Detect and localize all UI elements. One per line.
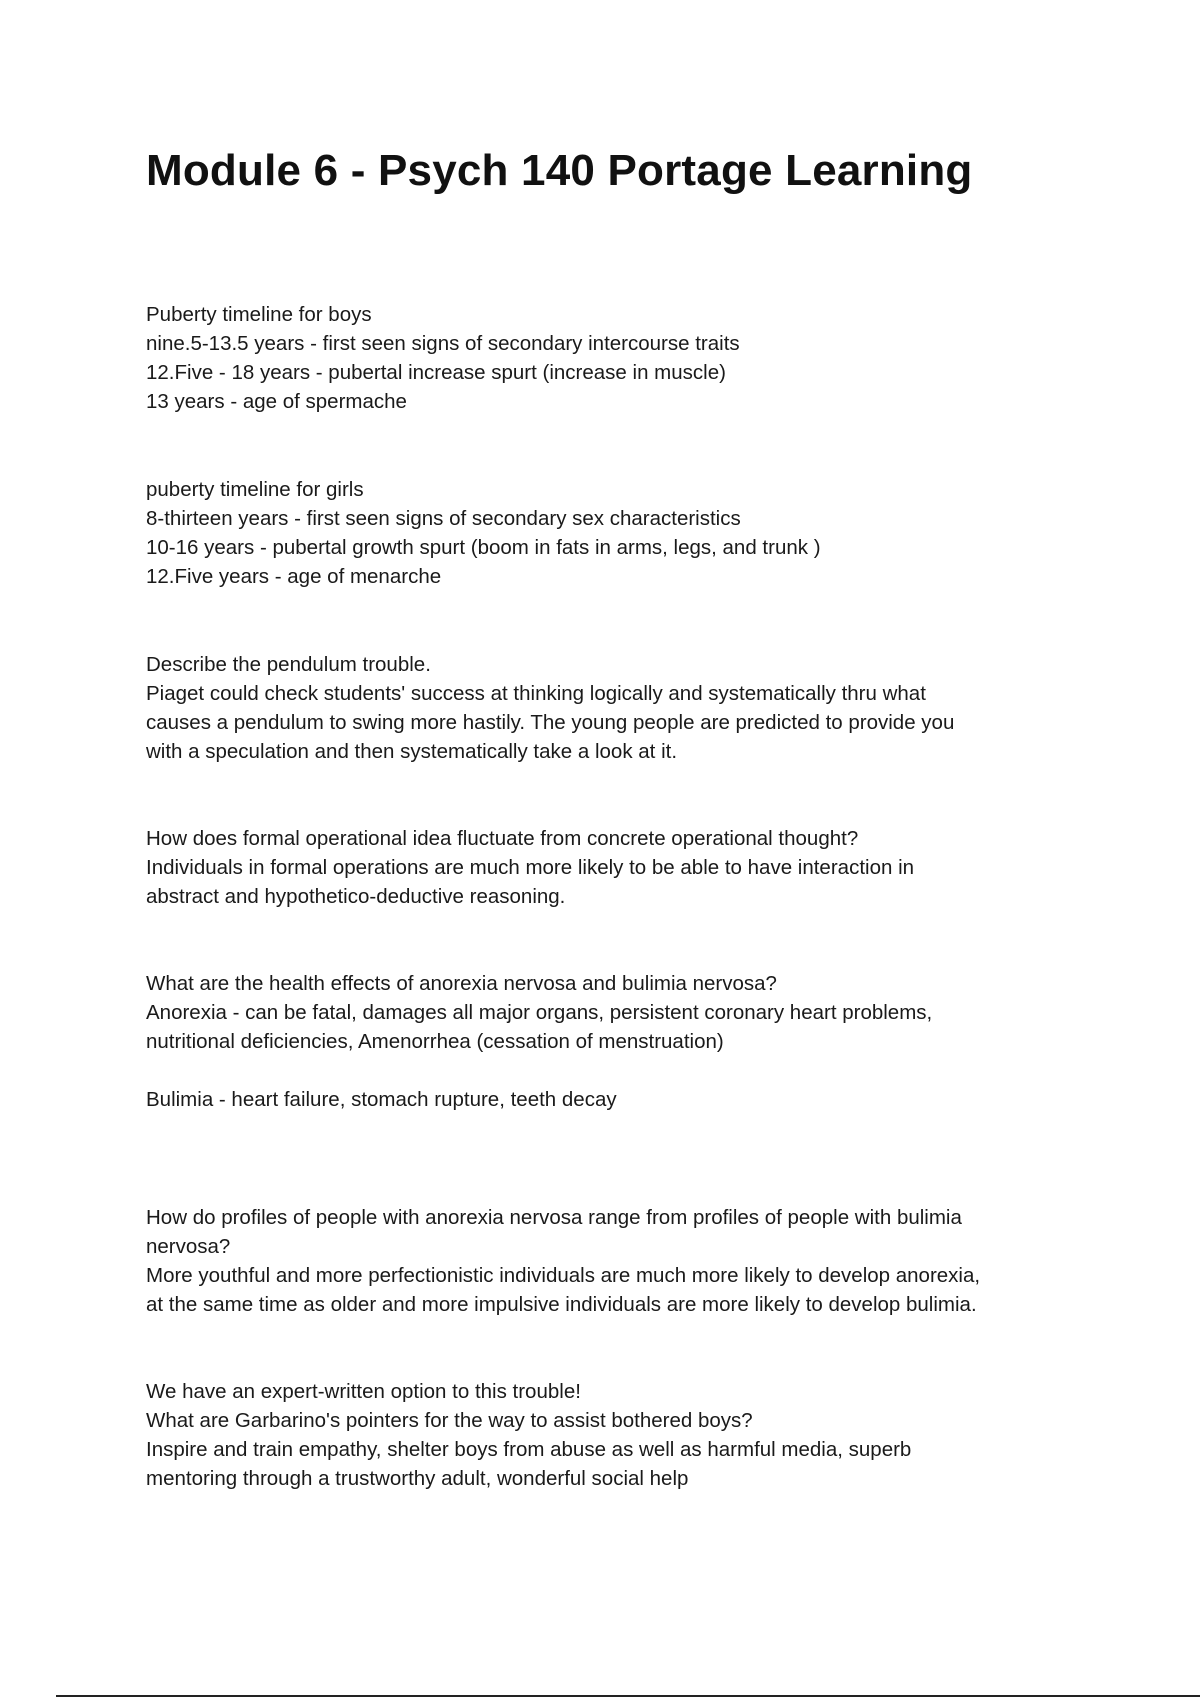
section-garbarino: [146, 1377, 1076, 1493]
answer-line: Inspire and train empathy, shelter boys from abuse as well as harmful media, superb: [146, 1438, 912, 1461]
timeline-line: 13 years - age of spermache: [146, 390, 407, 413]
section-profiles: [146, 1203, 1076, 1319]
answer-line: nutritional deficiencies, Amenorrhea (cessation of menstruation): [146, 1030, 724, 1053]
question-text: What are the health effects of anorexia nervosa and bulimia nervosa?: [146, 972, 777, 995]
answer-line: Bulimia - heart failure, stomach rupture, teeth decay: [146, 1088, 617, 1111]
timeline-line: nine.5-13.5 years - first seen signs of secondary intercourse traits: [146, 332, 740, 355]
section-pendulum: [146, 650, 1076, 766]
section-heading: Puberty timeline for boys: [146, 303, 372, 326]
bottom-divider: [56, 1695, 1200, 1697]
answer-line: abstract and hypothetico-deductive reasoning.: [146, 885, 566, 908]
document-title: Module 6 - Psych 140 Portage Learning: [146, 146, 973, 195]
question-text: What are Garbarino's pointers for the way to assist bothered boys?: [146, 1409, 753, 1432]
question-text: Describe the pendulum trouble.: [146, 653, 431, 676]
section-formal-operational: [146, 824, 1076, 911]
section-puberty-boys: [146, 300, 1076, 416]
timeline-line: 8-thirteen years - first seen signs of secondary sex characteristics: [146, 507, 741, 530]
question-text: nervosa?: [146, 1235, 231, 1258]
answer-line: with a speculation and then systematically take a look at it.: [146, 740, 678, 763]
answer-line: Piaget could check students' success at thinking logically and systematically thru what: [146, 682, 926, 705]
timeline-line: 12.Five - 18 years - pubertal increase spurt (increase in muscle): [146, 361, 726, 384]
answer-line: Individuals in formal operations are much more likely to be able to have interaction in: [146, 856, 915, 879]
question-text: How do profiles of people with anorexia nervosa range from profiles of people with bulimia: [146, 1206, 962, 1229]
question-text: How does formal operational idea fluctuate from concrete operational thought?: [146, 827, 859, 850]
paragraph-gap: [146, 1056, 1076, 1085]
answer-line: Anorexia - can be fatal, damages all major organs, persistent coronary heart problems,: [146, 1001, 933, 1024]
section-puberty-girls: [146, 475, 1076, 591]
document-body: [146, 300, 1076, 1493]
answer-line: at the same time as older and more impulsive individuals are more likely to develop bulimia.: [146, 1293, 977, 1316]
answer-line: mentoring through a trustworthy adult, wonderful social help: [146, 1467, 689, 1490]
section-heading: puberty timeline for girls: [146, 478, 364, 501]
timeline-line: 12.Five years - age of menarche: [146, 565, 442, 588]
answer-line: More youthful and more perfectionistic individuals are much more likely to develop anorexia,: [146, 1264, 981, 1287]
answer-line: causes a pendulum to swing more hastily. The young people are predicted to provide you: [146, 711, 955, 734]
intro-text: We have an expert-written option to this trouble!: [146, 1380, 581, 1403]
section-health-effects: [146, 969, 1076, 1114]
timeline-line: 10-16 years - pubertal growth spurt (boom in fats in arms, legs, and trunk ): [146, 536, 821, 559]
